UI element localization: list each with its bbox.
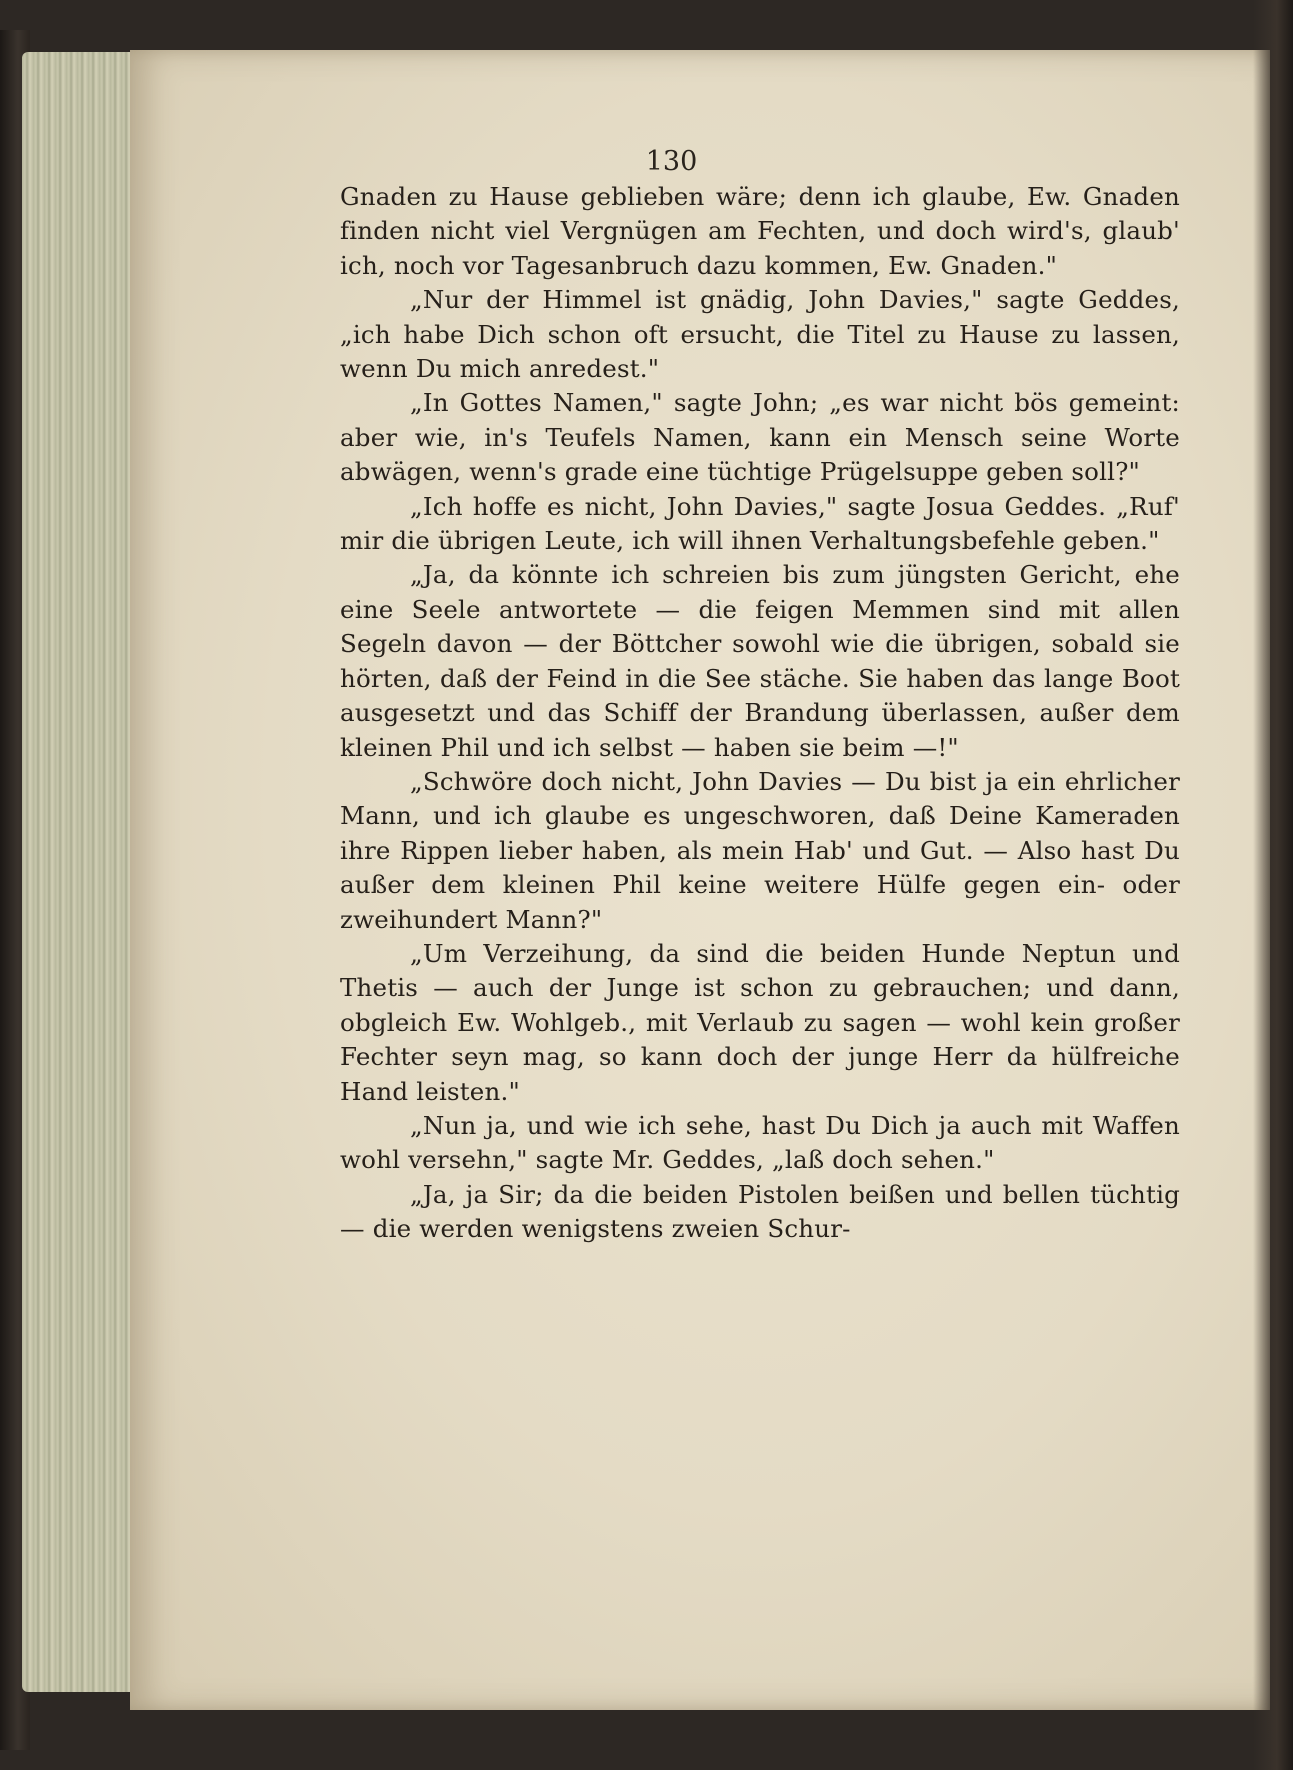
paragraph: „In Gottes Namen," sagte John; „es war nicht bös gemeint: aber wie, in's Teufels Namen, kann ein Mensch seine Worte abwägen, wenn's grade eine tüchtige Prügelsuppe geben soll?" xyxy=(340,388,1180,487)
gutter-shadow xyxy=(1253,0,1293,1770)
paragraph: „Um Verzeihung, da sind die beiden Hunde Neptun und Thetis — auch der Junge ist schon zu gebrauchen; und dann, obgleich Ew. Wohlgeb., mit Verlaub zu sagen — wohl kein großer Fechter seyn mag, so kann doch der junge Herr da hülfreiche Hand leisten." xyxy=(340,938,1180,1106)
paragraph: „Nun ja, und wie ich sehe, hast Du Dich ja auch mit Waffen wohl versehn," sagte Mr. Geddes, „laß doch sehen." xyxy=(340,1110,1180,1175)
paragraph: „Nur der Himmel ist gnädig, John Davies," sagte Geddes, „ich habe Dich schon oft ersucht, die Titel zu Hause zu lassen, wenn Du mich anredest." xyxy=(340,285,1180,384)
paragraph: „Ich hoffe es nicht, John Davies," sagte Josua Geddes. „Ruf' mir die übrigen Leute, ich will ihnen Verhaltungsbefehle geben." xyxy=(340,491,1180,556)
page-number: 130 xyxy=(645,146,698,177)
body-text xyxy=(340,180,1180,1247)
paragraph: „Schwöre doch nicht, John Davies — Du bist ja ein ehrlicher Mann, und ich glaube es ungeschworen, daß Deine Kameraden ihre Rippen lieber haben, als mein Hab' und Gut. — Also hast Du außer dem kleinen Phil keine weitere Hülfe gegen ein- oder zweihundert Mann?" xyxy=(340,766,1180,934)
paragraph: „Ja, da könnte ich schreien bis zum jüngsten Gericht, ehe eine Seele antwortete — die feigen Memmen sind mit allen Segeln davon — der Böttcher sowohl wie die übrigen, sobald sie hörten, daß der Feind in die See stäche. Sie haben das lange Boot ausgesetzt und das Schiff der Brandung überlassen, außer dem kleinen Phil und ich selbst — haben sie beim —!" xyxy=(340,560,1180,762)
paragraph: Gnaden zu Hause geblieben wäre; denn ich glaube, Ew. Gnaden finden nicht viel Vergnügen am Fechten, und doch wird's, glaub' ich, noch vor Tagesanbruch dazu kommen, Ew. Gnaden." xyxy=(340,182,1180,280)
paragraph: „Ja, ja Sir; da die beiden Pistolen beißen und bellen tüchtig — die werden wenigstens zweien Schur- xyxy=(340,1179,1180,1244)
